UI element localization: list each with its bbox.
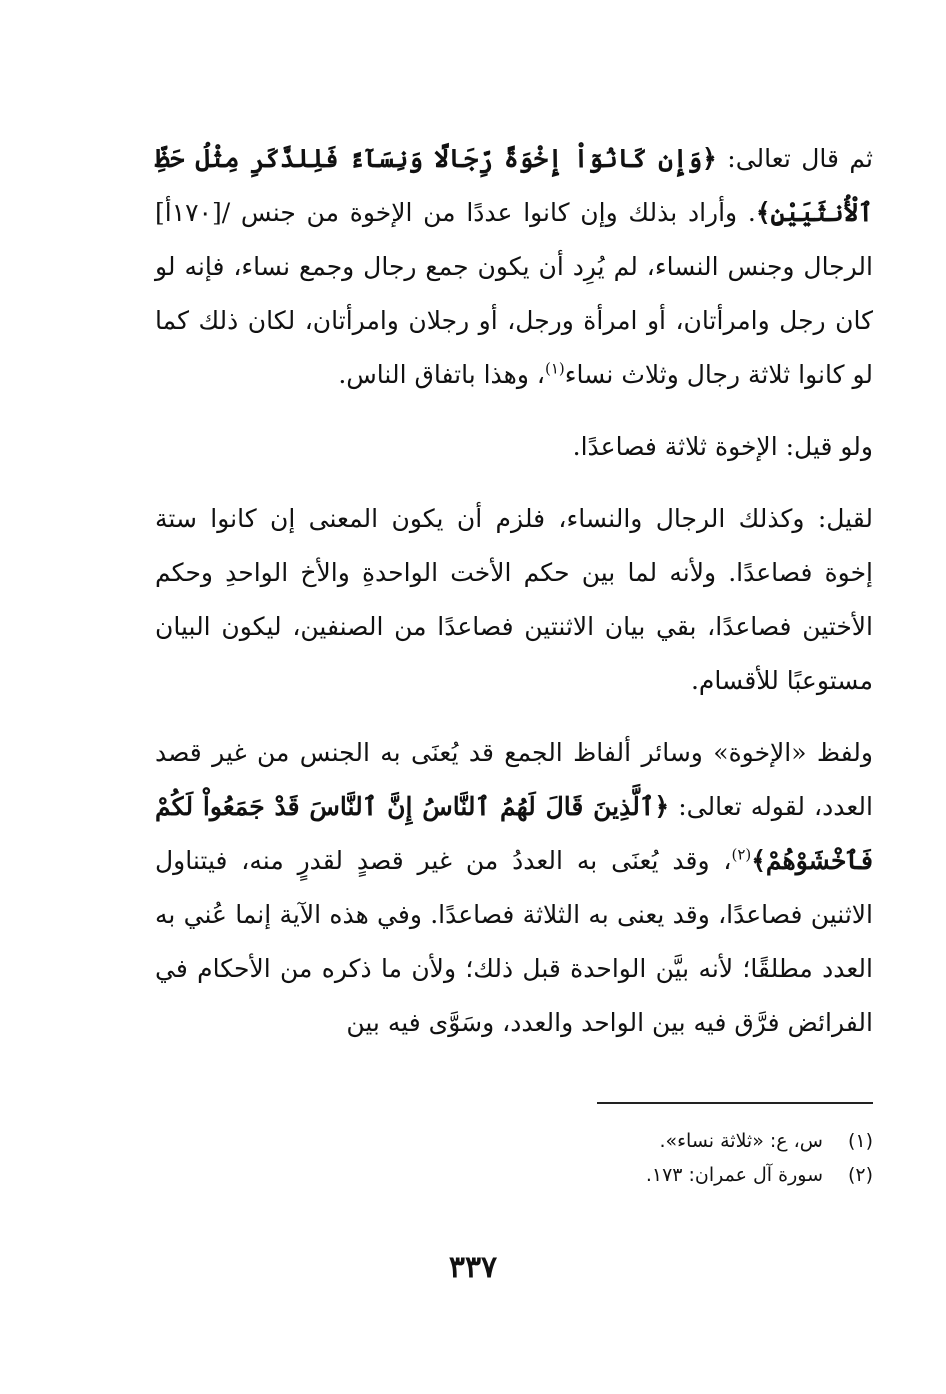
quran-verse-1: ﴿وَإِن كَانُوٓاْ إِخْوَةً رِّجَالًا وَنِسَآءً فَلِلذَّكَرِ مِثْلُ حَظِّ ٱلْأُنثَيَيْنِ﴾ xyxy=(155,144,873,227)
footnote-ref-1: (١) xyxy=(544,359,565,378)
paragraph-4-body: ، وقد يُعنَى به العددُ من غير قصدٍ لقدرٍ منه، فيتناول الاثنين فصاعدًا، وقد يعنى به الثلاثة فصاعدًا. وفي هذه الآية إنما عُني به العدد مطلقًا؛ لأنه بيَّن الواحدة قبل ذلك؛ ولأن ما ذكره من الأحكام في الفرائض فرَّق فيه بين الواحد والعدد، وسَوَّى فيه بين xyxy=(155,846,873,1037)
footnote-text: س، ع: «ثلاثة نساء». xyxy=(659,1130,823,1152)
paragraph-2: ولو قيل: الإخوة ثلاثة فصاعدًا. xyxy=(572,432,873,461)
quran-verse-2: ﴿ٱلَّذِينَ قَالَ لَهُمُ ٱلنَّاسُ إِنَّ ٱلنَّاسَ قَدْ جَمَعُواْ لَكُمْ فَٱخْشَوْهُمْ﴾ xyxy=(155,792,873,875)
paragraph-1-lead: ثم قال تعالى: xyxy=(716,144,874,173)
footnote-1 xyxy=(155,1124,873,1158)
footnote-divider xyxy=(597,1102,873,1104)
footnote-ref-2: (٢) xyxy=(731,845,752,864)
footnotes xyxy=(155,1124,873,1192)
paragraph-4 xyxy=(155,726,873,1050)
footnote-text: سورة آل عمران: ١٧٣. xyxy=(645,1164,823,1186)
footnote-number: (٢) xyxy=(847,1164,873,1186)
paragraph-3: لقيل: وكذلك الرجال والنساء، فلزم أن يكون المعنى إن كانوا ستة إخوة فصاعدًا. ولأنه لما بين حكم الأخت الواحدةِ والأخ الواحدِ وحكم الأختين فصاعدًا، بقي بيان الاثنتين فصاعدًا من الصنفين، ليكون البيان مستوعبًا للأقسام. xyxy=(155,504,873,695)
paragraph-4-lead: ولفظ «الإخوة» وسائر ألفاظ الجمع قد يُعنَى به الجنس من غير قصد العدد، لقوله تعالى: xyxy=(155,738,873,821)
paragraph-1-body: . وأراد بذلك وإن كانوا عددًا من الإخوة من جنس /[١٧٠أ] الرجال وجنس النساء، لم يُرِد أن يكون جمع رجال وجمع نساء، فإنه لو كان رجل وامرأتان، أو امرأة ورجل، أو رجلان وامرأتان، لكان ذلك كما لو كانوا ثلاثة رجال وثلاث نساء xyxy=(155,198,873,389)
footnote-number: (١) xyxy=(847,1130,873,1152)
page-number: ٣٣٧ xyxy=(448,1250,498,1285)
main-text xyxy=(155,132,873,1068)
paragraph-1 xyxy=(155,132,873,402)
footnote-2 xyxy=(155,1158,873,1192)
paragraph-1-tail: ، وهذا باتفاق الناس. xyxy=(338,360,545,389)
